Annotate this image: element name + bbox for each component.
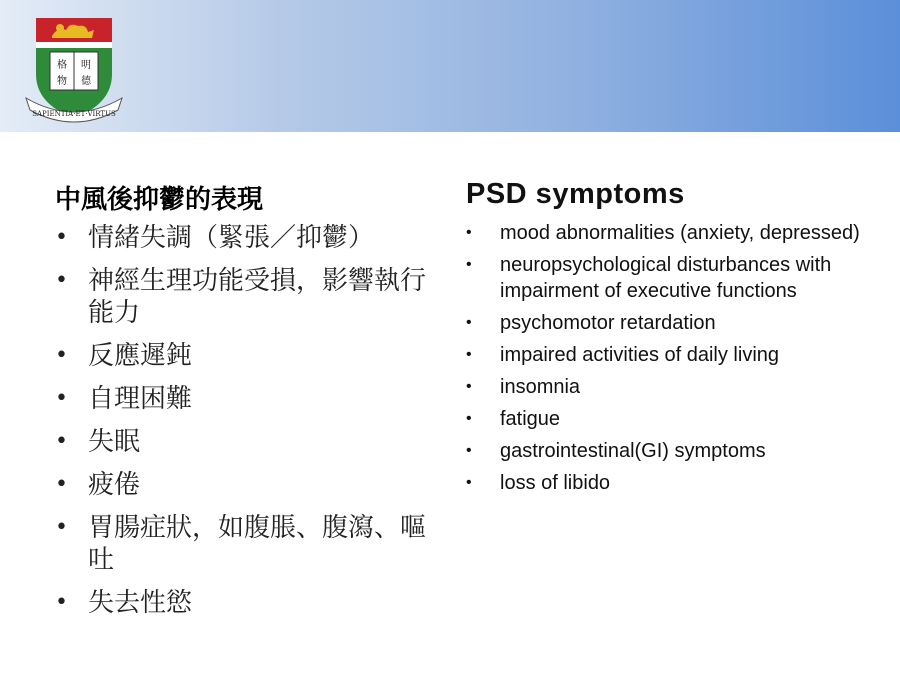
english-column	[466, 176, 876, 502]
english-symptom-list	[466, 220, 876, 496]
list-item	[466, 310, 876, 336]
crest-char-3: 物	[57, 76, 67, 87]
list-item	[55, 426, 450, 458]
list-item-text: loss of libido	[500, 472, 611, 494]
bullet: •	[466, 314, 472, 331]
bullet: •	[466, 224, 472, 241]
list-item-text: gastrointestinal(GI) symptoms	[500, 440, 766, 462]
list-item-text: 胃腸症狀，如腹脹、腹瀉、嘔吐	[88, 513, 427, 575]
list-item	[466, 374, 876, 400]
list-item	[55, 512, 450, 576]
list-item-text: 失去性慾	[88, 588, 193, 618]
list-item	[55, 587, 450, 619]
list-item-text: 情緒失調（緊張／抑鬱）	[88, 223, 375, 253]
list-item-text: neuropsychological disturbances with impairment of executive functions	[500, 254, 832, 302]
list-item-text: 失眠	[88, 427, 141, 457]
bullet: •	[55, 343, 68, 368]
list-item	[466, 438, 876, 464]
list-item-text: insomnia	[500, 376, 581, 398]
university-crest-logo	[22, 12, 126, 124]
bullet: •	[55, 590, 68, 615]
crest-char-1: 格	[57, 60, 67, 71]
list-item	[55, 340, 450, 372]
list-item	[55, 383, 450, 415]
list-item	[466, 342, 876, 368]
bullet: •	[466, 410, 472, 427]
bullet: •	[55, 225, 68, 250]
list-item-text: 反應遲鈍	[88, 341, 193, 371]
bullet: •	[55, 386, 68, 411]
bullet: •	[466, 474, 472, 491]
chinese-title: 中風後抑鬱的表現	[55, 185, 264, 215]
bullet: •	[466, 346, 472, 363]
list-item-text: mood abnormalities (anxiety, depressed)	[500, 222, 860, 244]
list-item-text: impaired activities of daily living	[500, 344, 780, 366]
list-item-text: 神經生理功能受損，影響執行能力	[88, 266, 427, 328]
list-item-text: 疲倦	[88, 470, 141, 500]
bullet: •	[466, 378, 472, 395]
list-item	[466, 252, 876, 304]
list-item	[55, 469, 450, 501]
bullet: •	[55, 268, 68, 293]
bullet: •	[466, 256, 472, 273]
chinese-column	[55, 178, 450, 630]
bullet: •	[466, 442, 472, 459]
header-band	[0, 0, 900, 132]
crest-char-4: 德	[81, 76, 91, 87]
list-item-text: fatigue	[500, 408, 561, 430]
bullet: •	[55, 515, 68, 540]
list-item	[55, 222, 450, 254]
bullet: •	[55, 472, 68, 497]
bullet: •	[55, 429, 68, 454]
list-item-text: psychomotor retardation	[500, 312, 716, 334]
crest-char-2: 明	[81, 60, 91, 71]
crest-motto: SAPIENTIA·ET·VIRTUS	[32, 110, 116, 118]
chinese-symptom-list	[55, 222, 450, 619]
list-item	[466, 406, 876, 432]
list-item-text: 自理困難	[88, 384, 193, 414]
english-title: PSD symptoms	[466, 178, 685, 210]
list-item	[466, 470, 876, 496]
list-item	[55, 265, 450, 329]
list-item	[466, 220, 876, 246]
